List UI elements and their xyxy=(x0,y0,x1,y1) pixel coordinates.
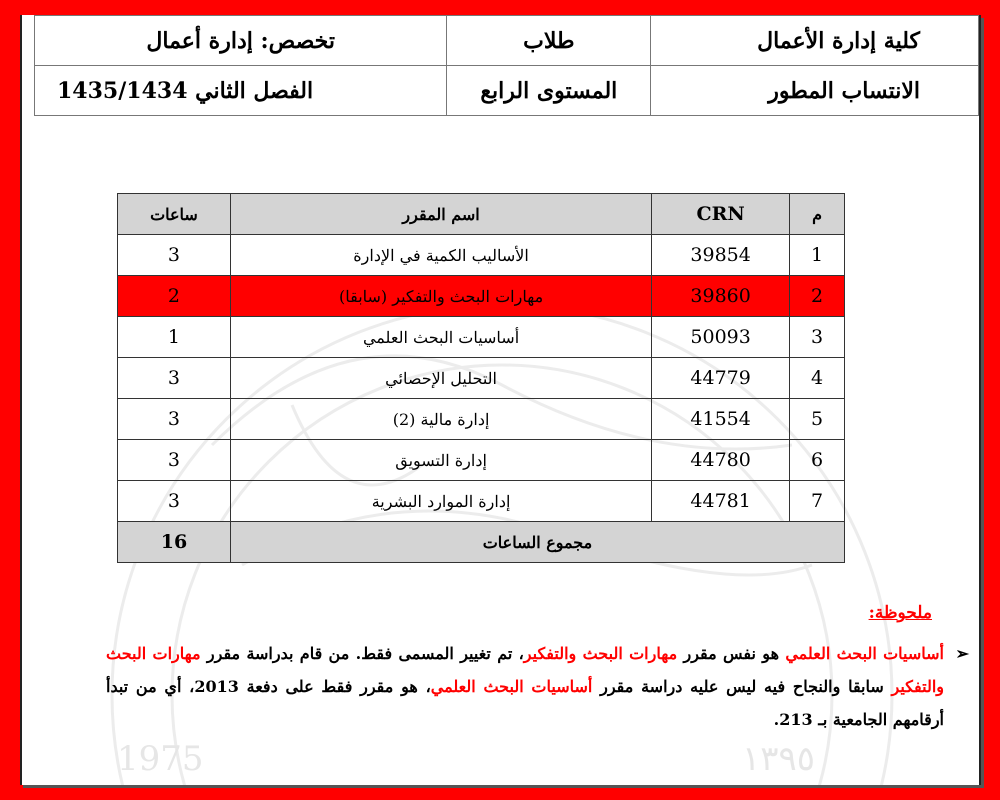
document-page xyxy=(20,15,981,785)
row-crn: 44780 xyxy=(652,440,790,481)
row-hours: 3 xyxy=(118,358,231,399)
column-header-course-name: اسم المقرر xyxy=(230,194,651,235)
note-course-name: أساسيات البحث العلمي xyxy=(785,644,945,663)
row-course-name: إدارة التسويق xyxy=(230,440,651,481)
row-num: 3 xyxy=(790,317,845,358)
row-hours: 3 xyxy=(118,399,231,440)
row-crn: 39860 xyxy=(652,276,790,317)
column-header-hours: ساعات xyxy=(118,194,231,235)
table-row xyxy=(118,358,845,399)
note-title: ملحوظة: xyxy=(868,603,932,623)
students-label: طلاب xyxy=(447,16,651,66)
table-row xyxy=(118,440,845,481)
note-text: سابقا والنجاح فيه ليس عليه دراسة مقرر xyxy=(592,677,892,696)
row-crn: 44779 xyxy=(652,358,790,399)
note-text: ، xyxy=(425,677,431,696)
row-num: 1 xyxy=(790,235,845,276)
row-course-name: الأساليب الكمية في الإدارة xyxy=(230,235,651,276)
row-crn: 44781 xyxy=(652,481,790,522)
program-label: الانتساب المطور xyxy=(651,66,979,116)
arrow-bullet-icon: ➢ xyxy=(955,644,969,663)
row-hours: 3 xyxy=(118,481,231,522)
college-name: كلية إدارة الأعمال xyxy=(651,16,979,66)
row-course-name: التحليل الإحصائي xyxy=(230,358,651,399)
column-header-num: م xyxy=(790,194,845,235)
note-course-name: أساسيات البحث العلمي xyxy=(430,677,593,696)
row-crn: 39854 xyxy=(652,235,790,276)
table-row xyxy=(118,317,845,358)
major-label: تخصص: إدارة أعمال xyxy=(35,16,447,66)
note-text: هو نفس مقرر xyxy=(677,644,786,663)
note-body xyxy=(106,637,969,736)
total-label: مجموع الساعات xyxy=(230,522,844,563)
note-text: ، تم تغيير المسمى فقط. xyxy=(355,644,524,663)
row-hours: 3 xyxy=(118,235,231,276)
row-num: 2 xyxy=(790,276,845,317)
table-row-highlighted xyxy=(118,276,845,317)
column-header-crn: CRN xyxy=(652,194,790,235)
row-num: 7 xyxy=(790,481,845,522)
row-course-name: إدارة الموارد البشرية xyxy=(230,481,651,522)
semester-label: الفصل الثاني 1435/1434 xyxy=(35,66,447,116)
watermark-year-right: ١٣٩٥ xyxy=(742,739,816,779)
row-num: 4 xyxy=(790,358,845,399)
row-num: 5 xyxy=(790,399,845,440)
total-row xyxy=(118,522,845,563)
row-num: 6 xyxy=(790,440,845,481)
table-row xyxy=(118,399,845,440)
row-course-name: أساسيات البحث العلمي xyxy=(230,317,651,358)
note-text: هو مقرر فقط على دفعة 2013، أي من تبدأ أرقامهم الجامعية بـ 213. xyxy=(106,677,944,729)
note-course-name: مهارات البحث والتفكير xyxy=(106,644,945,696)
courses-table xyxy=(117,193,845,563)
row-crn: 50093 xyxy=(652,317,790,358)
table-row xyxy=(118,481,845,522)
note-course-name: مهارات البحث والتفكير xyxy=(523,644,678,663)
note-text: من قام بدراسة مقرر xyxy=(200,644,350,663)
header-table xyxy=(34,15,979,116)
total-hours: 16 xyxy=(118,522,231,563)
row-hours: 3 xyxy=(118,440,231,481)
row-course-name: مهارات البحث والتفكير (سابقا) xyxy=(230,276,651,317)
row-hours: 1 xyxy=(118,317,231,358)
row-hours: 2 xyxy=(118,276,231,317)
row-course-name: إدارة مالية (2) xyxy=(230,399,651,440)
watermark-year-left: 1975 xyxy=(117,739,204,779)
level-label: المستوى الرابع xyxy=(447,66,651,116)
table-row xyxy=(118,235,845,276)
row-crn: 41554 xyxy=(652,399,790,440)
